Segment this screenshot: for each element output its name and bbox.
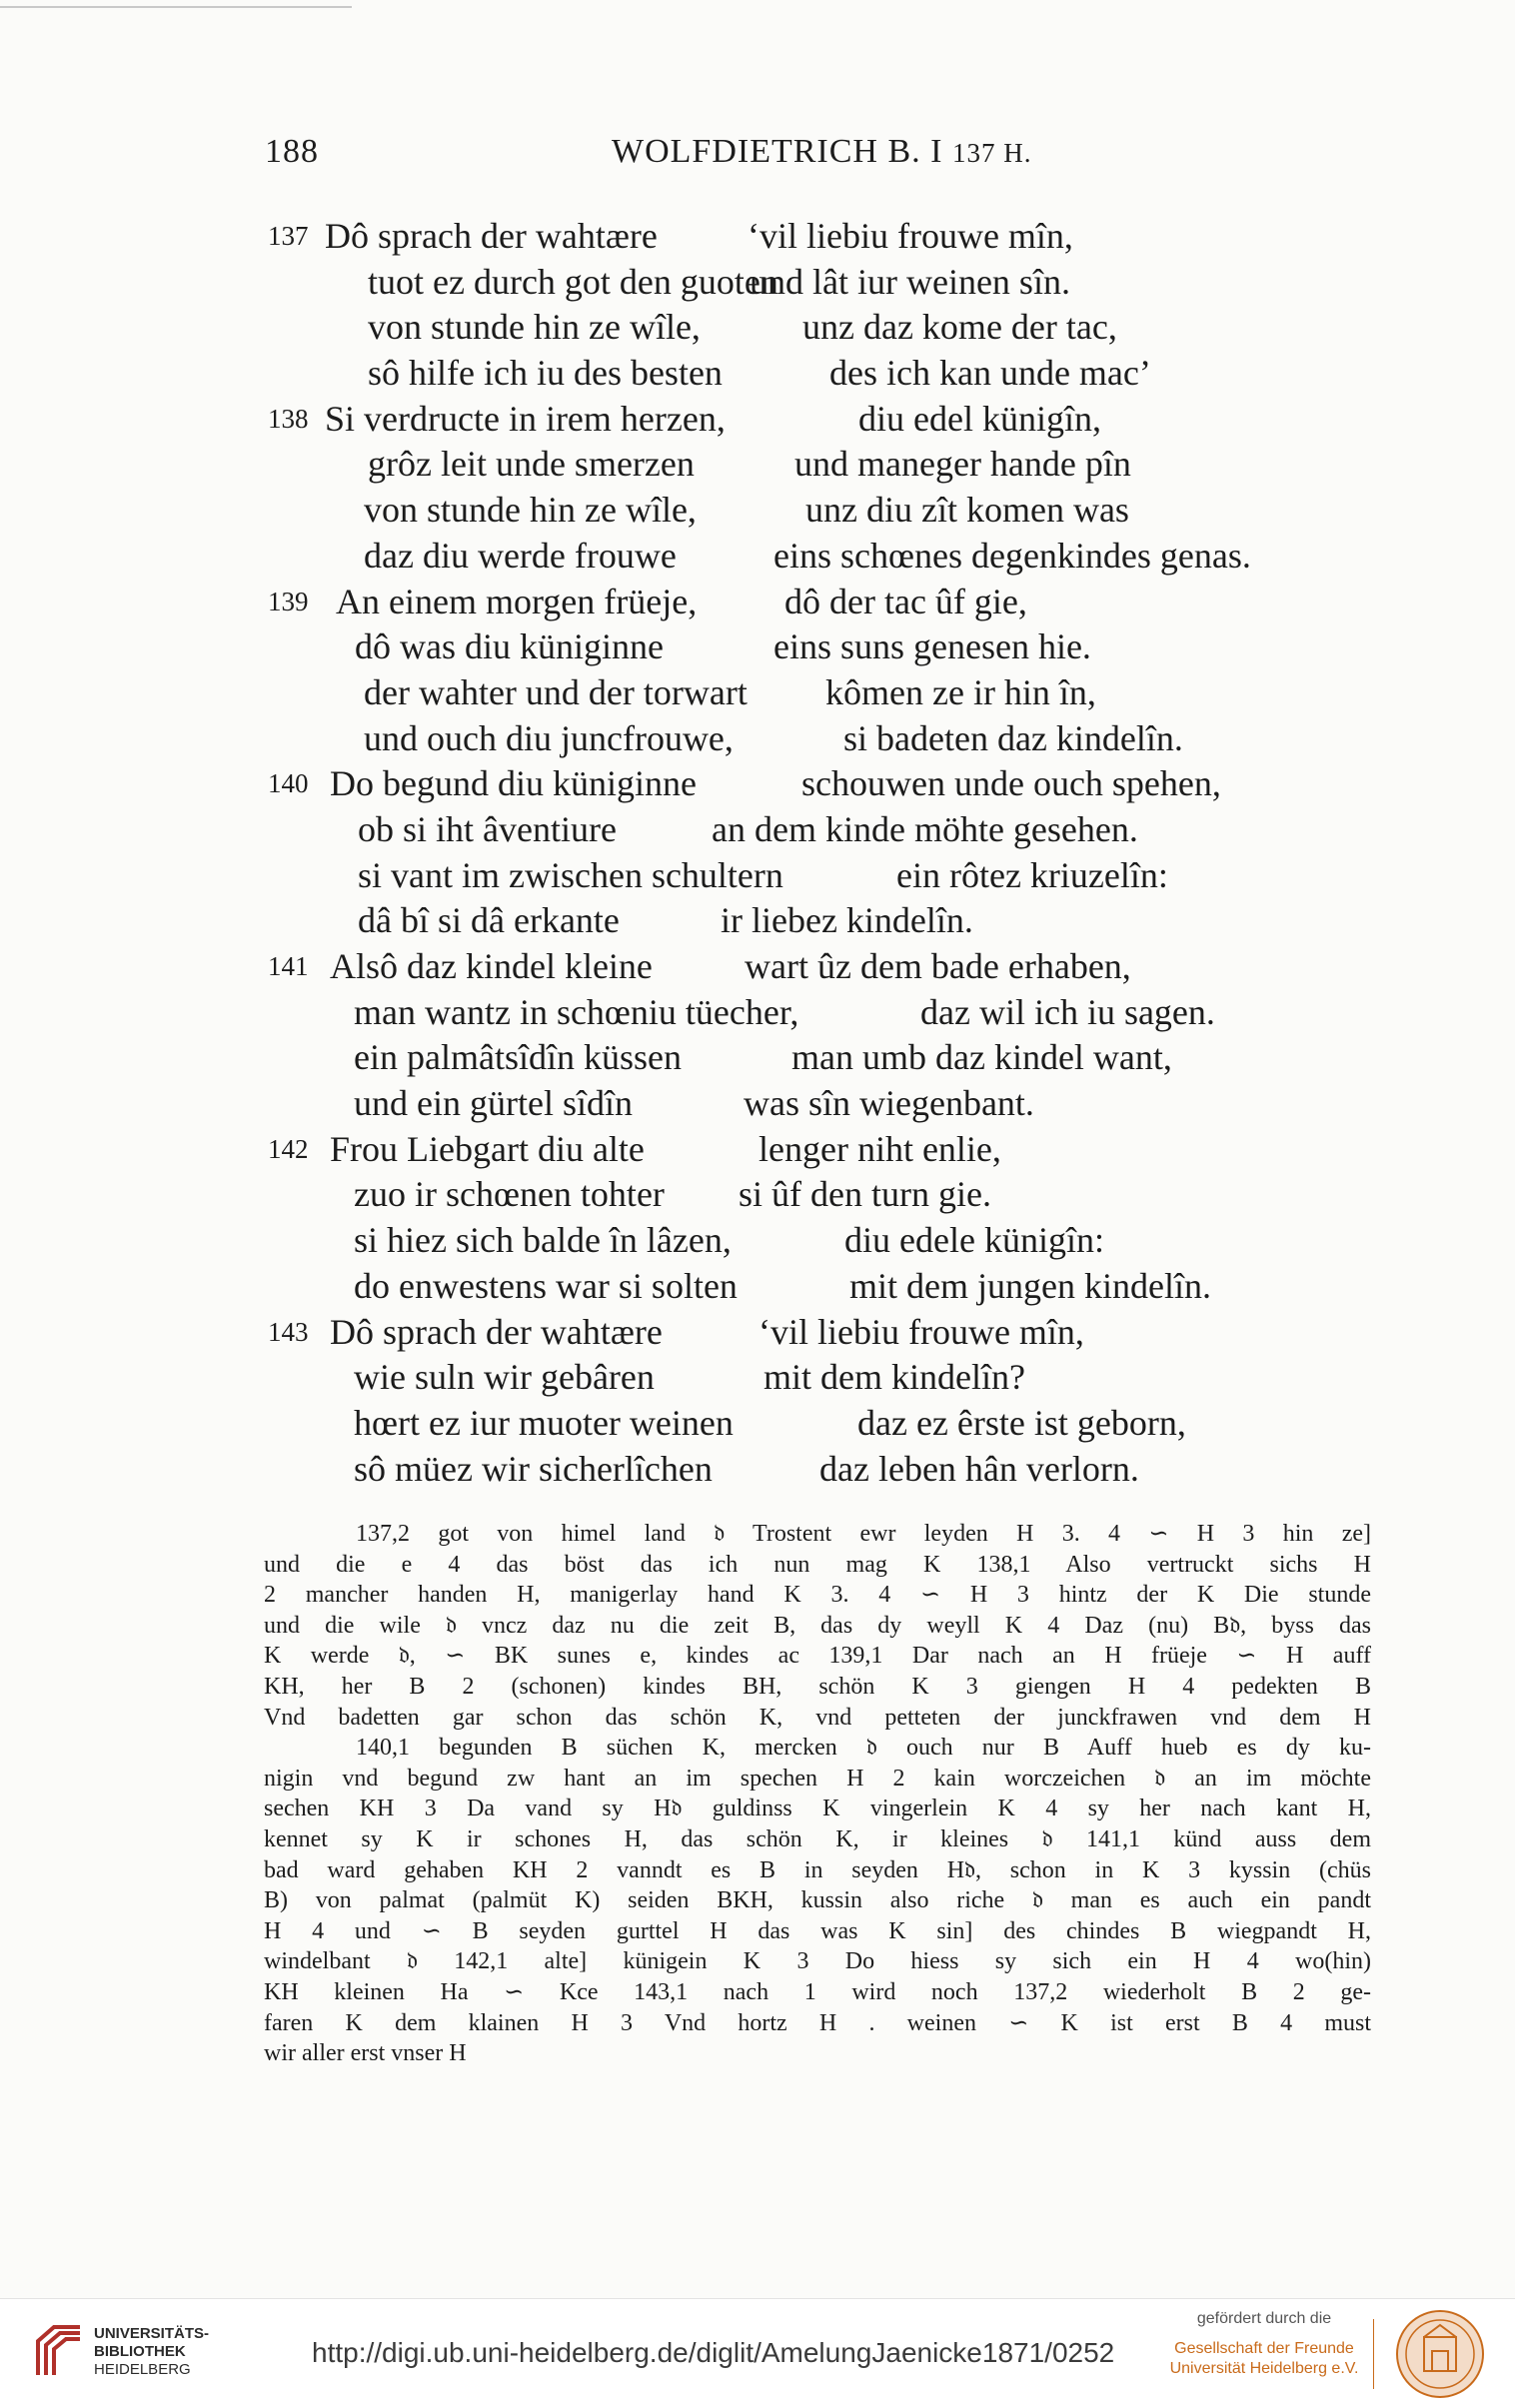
running-title-ref: 137 H. [951,138,1032,168]
verse-first-half: An einem morgen früeje, [336,581,698,621]
verse-second-half: dô der tac ûf gie, [784,581,1027,621]
verse-second-half: und maneger hande pîn [794,444,1131,485]
sponsor-credit [1164,2309,1364,2379]
verse-second-half: man umb daz kindel want, [791,1037,1172,1078]
verse-second-half: ein rôtez kriuzelîn: [896,854,1168,895]
verse-line [0,442,1515,488]
verse-first-half: ein palmâtsîdîn küssen [354,1037,682,1078]
verse-second-half: schouwen unde ouch spehen, [801,763,1221,804]
verse-first-half: der wahter und der torwart [364,671,748,712]
verse-line [0,351,1515,397]
running-title [612,133,1031,171]
verse-line [0,761,1515,807]
verse-line [0,898,1515,944]
apparatus-line: B) von palmat (palmüt K) seiden BKH, kussin also riche 𝔡 man es auch ein pandt [264,1887,1371,1914]
verse-second-half: und lât iur weinen sîn. [750,261,1070,302]
verse-line [0,624,1515,670]
sponsor-org-line1: Gesellschaft der Freunde [1174,2340,1354,2357]
verse-second-half: si badeten daz kindelîn. [843,717,1183,758]
verse-second-half: mit dem kindelîn? [763,1357,1025,1398]
apparatus-line: KH, her B 2 (schonen) kindes BH, schön K 3 giengen H 4 pedekten B [264,1673,1371,1700]
verse-second-half: eins schœnes degenkindes genas. [773,535,1251,576]
verse-first-half: und ouch diu juncfrouwe, [364,717,734,758]
running-title-text: WOLFDIETRICH B. I [612,133,943,170]
verse-first-half: si hiez sich balde în lâzen, [354,1220,732,1261]
footer-divider [1373,2319,1374,2389]
verse-first-half: und ein gürtel sîdîn [354,1083,633,1124]
verse-first-half: Si verdructe in irem herzen, [325,398,726,439]
verse-line [0,580,1515,625]
verse-line [0,716,1515,762]
verse-first-half: Dô sprach der wahtære [330,1311,663,1352]
stanza-number: 142 [268,1133,309,1164]
verse-second-half: unz daz kome der tac, [802,307,1117,348]
verse-line [0,670,1515,716]
apparatus-line: 2 mancher handen H, manigerlay hand K 3. 4 ∽ H 3 hintz der K Die stunde [264,1582,1371,1609]
apparatus-line: windelbant 𝔡 142,1 alte] künigein K 3 Do hiess sy sich ein H 4 wo(hin) [264,1948,1371,1975]
running-head [0,125,1515,185]
verse-line [0,1264,1515,1310]
library-name-line3: HEIDELBERG [94,2361,191,2378]
stanza-number: 137 [268,221,309,251]
verse-first-half: zuo ir schœnen tohter [354,1174,665,1215]
verse-second-half: daz leben hân verlorn. [819,1448,1139,1489]
verse-line [0,1310,1515,1356]
apparatus-line: Vnd badetten gar schon das schön K, vnd petteten der junckfrawen vnd dem H [264,1704,1371,1731]
permalink-url[interactable]: http://digi.ub.uni-heidelberg.de/diglit/AmelungJaenicke1871/0252 [312,2337,1115,2368]
verse-second-half: wart ûz dem bade erhaben, [745,946,1131,986]
verse-second-half: des ich kan unde mac’ [829,353,1151,394]
verse-first-half: Do begund diu küniginne [330,763,697,804]
sponsor-label: gefördert durch die [1196,2310,1332,2327]
verse-first-half: von stunde hin ze wîle, [364,490,697,531]
verse-line [0,807,1515,853]
verse-line [0,1355,1515,1401]
verse-first-half: sô müez wir sicherlîchen [354,1448,713,1489]
verse-line [0,853,1515,899]
digitization-footer [0,2298,1515,2408]
stanza-number: 140 [268,768,309,799]
apparatus-line: 137,2 got von himel land 𝔡 Trostent ewr leyden H 3. 4 ∽ H 3 hin ze] [356,1521,1371,1547]
stanza-number: 139 [268,586,309,616]
apparatus-line: und die e 4 das böst das ich nun mag K 138,1 Also vertruckt sichs H [264,1551,1371,1578]
verse-first-half: grôz leit unde smerzen [368,444,695,485]
verse-second-half: lenger niht enlie, [758,1128,1001,1169]
verse-first-half: von stunde hin ze wîle, [368,307,701,348]
verse-line [0,305,1515,351]
apparatus-line: sechen KH 3 Da vand sy H𝔡 guldinss K vingerlein K 4 sy her nach kant H, [264,1796,1371,1822]
apparatus-line: nigin vnd begund zw hant an im spechen H 2 kain worczeichen 𝔡 an im möchte [264,1765,1371,1792]
verse-first-half: do enwestens war si solten [354,1265,738,1306]
page-edge-line [0,6,352,8]
critical-apparatus [264,1519,1371,2069]
verse-first-half: dâ bî si dâ erkante [358,900,620,941]
verse-second-half: ir liebez kindelîn. [721,900,973,941]
verse-line [0,944,1515,990]
page-number: 188 [265,133,319,170]
verse-line [0,488,1515,534]
library-name [94,2325,209,2379]
verse-first-half: man wantz in schœniu tüecher, [354,991,799,1032]
apparatus-line: K werde 𝔡, ∽ BK sunes e, kindes ac 139,1 Dar nach an H früeje ∽ H auff [264,1643,1371,1670]
verse-second-half: kômen ze ir hin în, [825,671,1096,712]
verse-line [0,534,1515,580]
apparatus-line: 140,1 begunden B süchen K, mercken 𝔡 ouch nur B Auff hueb es dy ku- [356,1735,1371,1762]
verse-first-half: dô was diu küniginne [355,626,664,667]
apparatus-line: kennet sy K ir schones H, das schön K, ir kleines 𝔡 141,1 künd auss dem [264,1825,1371,1852]
verse-first-half: Frou Liebgart diu alte [330,1128,645,1169]
verse-line [0,397,1515,443]
verse-second-half: an dem kinde möhte gesehen. [712,808,1138,849]
apparatus-line: H 4 und ∽ B seyden gurttel H das was K sin] des chindes B wiegpandt H, [264,1917,1371,1944]
apparatus-line: KH kleinen Ha ∽ Kce 143,1 nach 1 wird noch 137,2 wiederholt B 2 ge- [264,1978,1371,2005]
verse-second-half: eins suns genesen hie. [773,626,1091,667]
stanza-number: 143 [268,1316,309,1347]
verse-first-half: daz diu werde frouwe [364,535,677,576]
verse-first-half: si vant im zwischen schultern [358,854,783,895]
verse-second-half: si ûf den turn gie. [739,1174,991,1215]
verse-line [0,260,1515,306]
apparatus-line: wir aller erst vnser H [264,2040,467,2067]
library-name-line2: BIBLIOTHEK [94,2343,186,2360]
verse-line [0,1127,1515,1173]
apparatus-line: faren K dem klainen H 3 Vnd hortz H . weinen ∽ K ist erst B 4 must [264,2009,1371,2036]
verse-line [0,1401,1515,1447]
university-seal-icon [1394,2307,1486,2401]
verse-second-half: mit dem jungen kindelîn. [849,1265,1211,1306]
verse-second-half: ‘vil liebiu frouwe mîn, [748,216,1073,256]
verse-second-half: daz wil ich iu sagen. [920,991,1215,1032]
verse-first-half: ob si iht âventiure [358,808,617,849]
verse-line [0,1035,1515,1081]
verse-first-half: sô hilfe ich iu des besten [368,353,723,394]
apparatus-line: und die wile 𝔡 vncz daz nu die zeit B, das dy weyll K 4 Daz (nu) B𝔡, byss das [264,1612,1371,1639]
sponsor-org-line2: Universität Heidelberg e.V. [1169,2360,1359,2377]
stanza-number: 138 [268,403,309,434]
verse-line [0,1218,1515,1264]
apparatus-line: bad ward gehaben KH 2 vanndt es B in seyden H𝔡, schon in K 3 kyssin (chüs [264,1856,1371,1883]
verse-line [0,1447,1515,1493]
verse-second-half: diu edel künigîn, [858,398,1101,439]
verse-line [0,1081,1515,1127]
verse-second-half: diu edele künigîn: [844,1220,1104,1261]
poem-text [0,214,1515,1492]
verse-first-half: Dô sprach der wahtære [325,216,658,256]
library-name-line1: UNIVERSITÄTS- [94,2325,210,2342]
verse-second-half: unz diu zît komen was [805,490,1129,531]
verse-line [0,1172,1515,1218]
verse-line [0,214,1515,260]
verse-first-half: hœrt ez iur muoter weinen [354,1402,734,1443]
verse-second-half: ‘vil liebiu frouwe mîn, [758,1311,1084,1352]
verse-first-half: Alsô daz kindel kleine [330,946,653,986]
verse-line [0,990,1515,1036]
verse-first-half: wie suln wir gebâren [354,1357,655,1398]
verse-first-half: tuot ez durch got den guoten [368,261,778,302]
verse-second-half: daz ez êrste ist geborn, [857,1402,1186,1443]
verse-second-half: was sîn wiegenbant. [744,1083,1034,1124]
stanza-number: 141 [268,951,309,981]
library-logo-icon [32,2323,86,2381]
